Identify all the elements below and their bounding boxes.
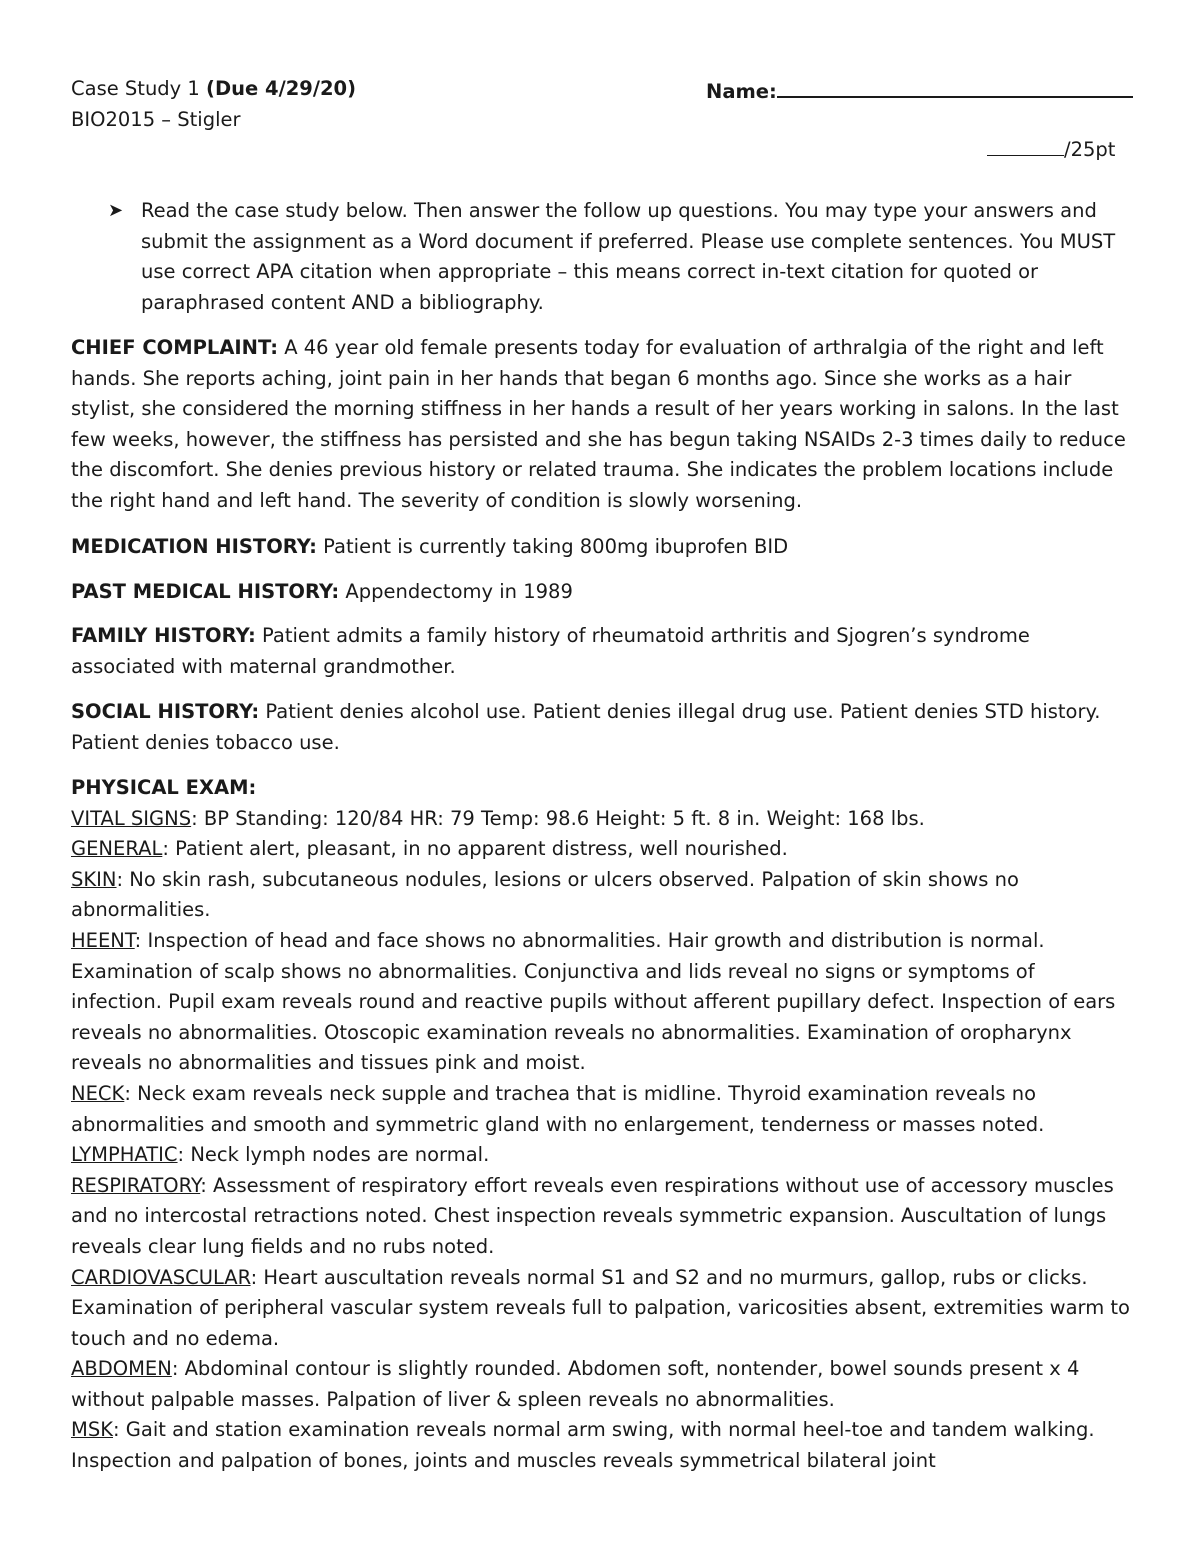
exam-msk — [71, 1415, 1131, 1476]
exam-text: : Gait and station examination reveals normal arm swing, with normal heel-toe and tandem walking. Inspection and palpation of bones, joints and muscles reveals symmetrical bilateral joint — [71, 1418, 1095, 1473]
physical-exam-heading: PHYSICAL EXAM: — [71, 776, 257, 799]
assignment-name: Case Study 1 — [71, 77, 207, 100]
exam-label: MSK — [71, 1418, 113, 1442]
course-code: BIO2015 – Stigler — [71, 107, 241, 131]
exam-label: SKIN — [71, 867, 117, 891]
exam-respiratory — [71, 1171, 1131, 1263]
name-label: Name: — [706, 80, 777, 103]
score-blank-line — [987, 135, 1064, 156]
family-history-section — [71, 621, 1131, 682]
exam-text: : Inspection of head and face shows no abnormalities. Hair growth and distribution is normal. Examination of scalp shows no abnormalities. Conjunctiva and lids reveal no signs or symptoms of infection. Pupil exam reveals round and reactive pupils without afferent pupillary defect. Inspection of ears reveals no abnormalities. Otoscopic examination reveals no abnormalities. Examination of oropharynx reveals no abnormalities and tissues pink and moist. — [71, 928, 1116, 1075]
family-history-paragraph — [71, 621, 1131, 682]
chief-complaint-section — [71, 333, 1131, 517]
past-medical-history-paragraph — [71, 577, 1131, 608]
social-history-label: SOCIAL HISTORY: — [71, 700, 260, 723]
instructions — [71, 196, 1131, 318]
exam-skin — [71, 865, 1131, 926]
medication-history-paragraph — [71, 532, 1131, 563]
social-history-text: Patient denies alcohol use. Patient denies illegal drug use. Patient denies STD history. Patient denies tobacco use. — [71, 700, 1101, 754]
medication-history-text: Patient is currently taking 800mg ibuprofen BID — [316, 535, 789, 558]
exam-abdomen — [71, 1354, 1131, 1415]
exam-cardiovascular — [71, 1263, 1131, 1355]
exam-label: LYMPHATIC — [71, 1143, 178, 1167]
past-medical-history-section — [71, 577, 1131, 608]
exam-text: : No skin rash, subcutaneous nodules, lesions or ulcers observed. Palpation of skin shows no abnormalities. — [71, 867, 1019, 922]
course-info — [71, 74, 356, 135]
chief-complaint-text: A 46 year old female presents today for evaluation of arthralgia of the right and left hands. She reports aching, joint pain in her hands that began 6 months ago. Since she works as a hair stylist, she considered the morning stiffness in her hands a result of her years working in salons. In the last few weeks, however, the stiffness has persisted and she has begun taking NSAIDs 2-3 times daily to reduce the discomfort. She denies previous history or related trauma. She indicates the problem locations include the right hand and left hand. The severity of condition is slowly worsening. — [71, 336, 1126, 512]
exam-text: : Neck lymph nodes are normal. — [177, 1143, 490, 1167]
score-total: /25pt — [1064, 138, 1116, 161]
due-date: (Due 4/29/20) — [206, 77, 357, 100]
exam-label: CARDIOVASCULAR — [71, 1265, 251, 1289]
name-field — [706, 74, 1133, 108]
medication-history-label: MEDICATION HISTORY: — [71, 535, 317, 558]
exam-lymphatic — [71, 1140, 1131, 1171]
family-history-text: Patient admits a family history of rheumatoid arthritis and Sjogren’s syndrome associated with maternal grandmother. — [71, 624, 1030, 678]
family-history-label: FAMILY HISTORY: — [71, 624, 256, 647]
instructions-text: Read the case study below. Then answer the follow up questions. You may type your answers and submit the assignment as a Word document if preferred. Please use complete sentences. You MUST use correct APA citation when appropriate – this means correct in-text citation for quoted or paraphrased content AND a bibliography. — [141, 199, 1116, 314]
exam-label: ABDOMEN — [71, 1357, 172, 1381]
social-history-section — [71, 697, 1131, 758]
exam-text: : Heart auscultation reveals normal S1 and S2 and no murmurs, gallop, rubs or clicks. Examination of peripheral vascular system reveals full to palpation, varicosities absent, extremities warm to touch and no edema. — [71, 1265, 1130, 1350]
exam-label: HEENT — [71, 928, 135, 952]
exam-text: : Neck exam reveals neck supple and trachea that is midline. Thyroid examination reveals no abnormalities and smooth and symmetric gland with no enlargement, tenderness or masses noted. — [71, 1081, 1045, 1136]
exam-label: NECK — [71, 1081, 125, 1105]
exam-label: GENERAL — [71, 837, 163, 861]
exam-text: : Patient alert, pleasant, in no apparent distress, well nourished. — [162, 837, 788, 861]
chief-complaint-paragraph — [71, 333, 1131, 517]
exam-text: : Abdominal contour is slightly rounded. Abdomen soft, nontender, bowel sounds present x 4 without palpable masses. Palpation of liver & spleen reveals no abnormalities. — [71, 1357, 1080, 1411]
physical-exam-section — [71, 773, 1131, 1477]
social-history-paragraph — [71, 697, 1131, 758]
score-field — [987, 135, 1115, 166]
past-medical-history-label: PAST MEDICAL HISTORY: — [71, 580, 340, 603]
exam-vital-signs — [71, 804, 1131, 835]
exam-text: : Assessment of respiratory effort reveals even respirations without use of accessory muscles and no intercostal retractions noted. Chest inspection reveals symmetric expansion. Auscultation of lungs reveals clear lung fields and no rubs noted. — [71, 1173, 1114, 1258]
exam-text: : BP Standing: 120/84 HR: 79 Temp: 98.6 Height: 5 ft. 8 in. Weight: 168 lbs. — [191, 806, 925, 830]
name-blank-line — [777, 74, 1133, 98]
exam-general — [71, 834, 1131, 865]
exam-label: RESPIRATORY — [71, 1173, 201, 1197]
past-medical-history-text: Appendectomy in 1989 — [339, 580, 573, 603]
exam-neck — [71, 1079, 1131, 1140]
arrowhead-bullet-icon: ➤ — [108, 200, 124, 221]
chief-complaint-label: CHIEF COMPLAINT: — [71, 336, 279, 359]
medication-history-section — [71, 532, 1131, 563]
exam-label: VITAL SIGNS — [71, 806, 192, 830]
assignment-title — [71, 74, 356, 105]
exam-heent — [71, 926, 1131, 1079]
